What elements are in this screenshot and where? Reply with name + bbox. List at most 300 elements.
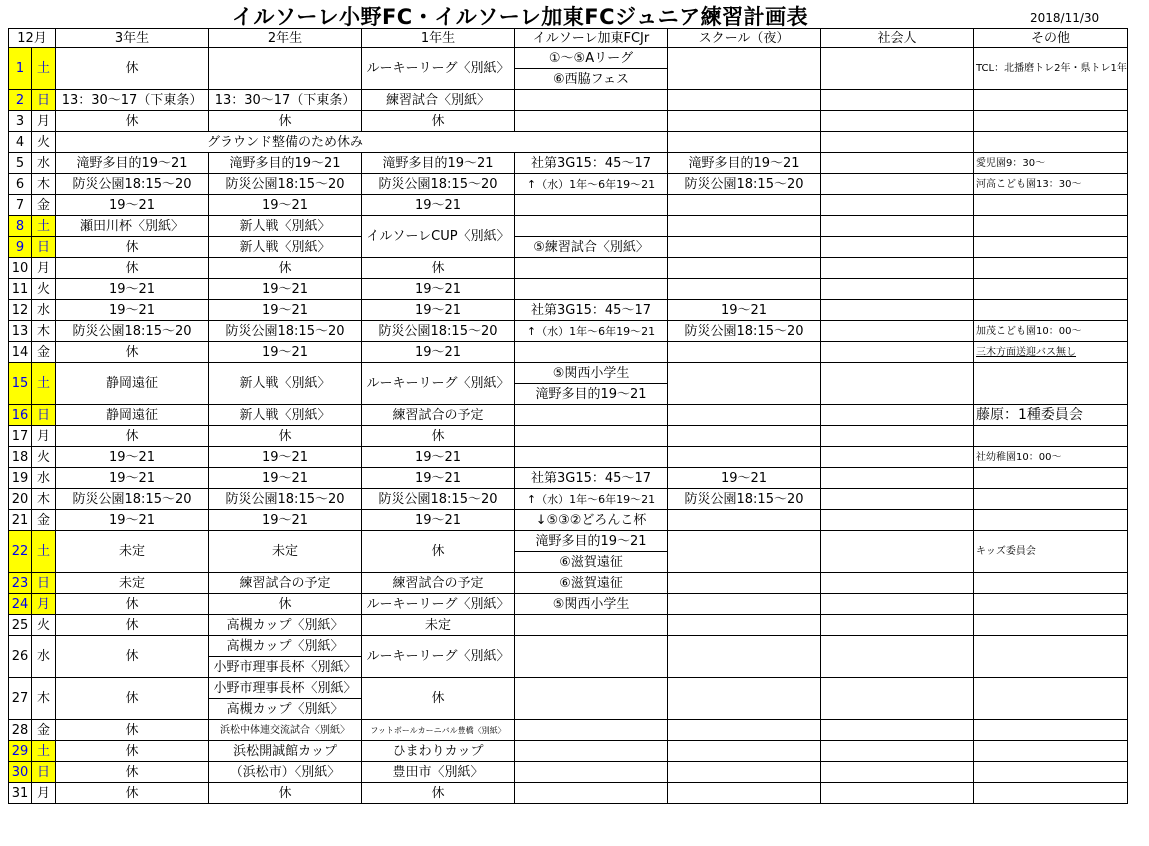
day-number: 11 — [9, 279, 32, 300]
header-row — [9, 29, 1128, 48]
cell-3nen: 19～21 — [56, 195, 209, 216]
cell-kato-jr: ⑥西脇フェス — [515, 69, 668, 90]
weekday: 水 — [32, 636, 56, 678]
cell-3nen: 休 — [56, 615, 209, 636]
weekday: 日 — [32, 90, 56, 111]
cell-3nen: 休 — [56, 426, 209, 447]
table-row — [9, 258, 1128, 279]
cell-kato-jr — [515, 216, 668, 237]
cell-kato-jr — [515, 258, 668, 279]
table-row — [9, 468, 1128, 489]
cell-school — [668, 132, 821, 153]
cell-1nen: ルーキーリーグ〈別紙〉 — [362, 363, 515, 405]
cell-2nen: 19～21 — [209, 300, 362, 321]
cell-kato-jr — [515, 447, 668, 468]
weekday: 土 — [32, 363, 56, 405]
weekday: 火 — [32, 132, 56, 153]
cell-shakaijin — [821, 195, 974, 216]
cell-school — [668, 636, 821, 678]
cell-kato-jr — [515, 720, 668, 741]
cell-1nen: 防災公園18:15～20 — [362, 489, 515, 510]
cell-school — [668, 90, 821, 111]
weekday: 土 — [32, 531, 56, 573]
table-row — [9, 573, 1128, 594]
cell-kato-jr — [515, 195, 668, 216]
cell-2nen: 13：30～17（下東条） — [209, 90, 362, 111]
cell-shakaijin — [821, 447, 974, 468]
cell-2nen: 滝野多目的19～21 — [209, 153, 362, 174]
cell-shakaijin — [821, 531, 974, 573]
day-number: 25 — [9, 615, 32, 636]
day-number: 13 — [9, 321, 32, 342]
day-number: 20 — [9, 489, 32, 510]
cell-2nen: 休 — [209, 426, 362, 447]
cell-3nen: 休 — [56, 111, 209, 132]
cell-1nen: 19～21 — [362, 468, 515, 489]
cell-kato-jr: ⑥滋賀遠征 — [515, 552, 668, 573]
cell-1nen: ひまわりカップ — [362, 741, 515, 762]
weekday: 金 — [32, 195, 56, 216]
day-number: 5 — [9, 153, 32, 174]
weekday: 木 — [32, 321, 56, 342]
weekday: 木 — [32, 489, 56, 510]
cell-kato-jr: ⑥滋賀遠征 — [515, 573, 668, 594]
cell-kato-jr: ↑（水）1年～6年19～21 — [515, 489, 668, 510]
cell-kato-jr — [515, 615, 668, 636]
table-row — [9, 594, 1128, 615]
cell-shakaijin — [821, 258, 974, 279]
cell-school — [668, 195, 821, 216]
cell-shakaijin — [821, 762, 974, 783]
cell-2nen: 小野市理事長杯〈別紙〉 — [209, 678, 362, 699]
day-number: 3 — [9, 111, 32, 132]
cell-other: 愛児園9：30～ — [974, 153, 1128, 174]
cell-other — [974, 720, 1128, 741]
cell-1nen: ルーキーリーグ〈別紙〉 — [362, 594, 515, 615]
table-row — [9, 489, 1128, 510]
weekday: 水 — [32, 300, 56, 321]
cell-shakaijin — [821, 720, 974, 741]
table-row — [9, 111, 1128, 132]
cell-school — [668, 783, 821, 804]
cell-shakaijin — [821, 174, 974, 195]
cell-shakaijin — [821, 426, 974, 447]
cell-other — [974, 237, 1128, 258]
cell-1nen: ルーキーリーグ〈別紙〉 — [362, 48, 515, 90]
cell-3nen: 瀬田川杯〈別紙〉 — [56, 216, 209, 237]
day-number: 17 — [9, 426, 32, 447]
col-header-shakaijin: 社会人 — [821, 29, 974, 48]
cell-kato-jr: ↓⑤③②どろんこ杯 — [515, 510, 668, 531]
day-number: 7 — [9, 195, 32, 216]
cell-1nen: 19～21 — [362, 447, 515, 468]
cell-1nen: 滝野多目的19～21 — [362, 153, 515, 174]
cell-2nen: 高槻カップ〈別紙〉 — [209, 615, 362, 636]
table-row — [9, 321, 1128, 342]
cell-1nen: 19～21 — [362, 510, 515, 531]
col-header-3nen: 3年生 — [56, 29, 209, 48]
cell-shakaijin — [821, 594, 974, 615]
cell-school — [668, 573, 821, 594]
cell-1nen: 豊田市〈別紙〉 — [362, 762, 515, 783]
cell-shakaijin — [821, 678, 974, 720]
cell-3nen: 静岡遠征 — [56, 363, 209, 405]
cell-other — [974, 90, 1128, 111]
cell-2nen — [209, 48, 362, 90]
table-row — [9, 132, 1128, 153]
day-number: 9 — [9, 237, 32, 258]
cell-school — [668, 594, 821, 615]
weekday: 日 — [32, 237, 56, 258]
cell-1nen: ルーキーリーグ〈別紙〉 — [362, 636, 515, 678]
cell-1nen: 休 — [362, 426, 515, 447]
cell-school: 19～21 — [668, 300, 821, 321]
table-row — [9, 426, 1128, 447]
cell-kato-jr: 滝野多目的19～21 — [515, 384, 668, 405]
cell-3nen: 滝野多目的19～21 — [56, 153, 209, 174]
cell-kato-jr: 社第3G15：45～17 — [515, 300, 668, 321]
cell-1nen: イルソーレCUP〈別紙〉 — [362, 216, 515, 258]
cell-3nen: 休 — [56, 636, 209, 678]
cell-2nen: 小野市理事長杯〈別紙〉 — [209, 657, 362, 678]
table-row — [9, 90, 1128, 111]
cell-kato-jr: ↑（水）1年～6年19～21 — [515, 174, 668, 195]
cell-3nen: 静岡遠征 — [56, 405, 209, 426]
cell-1nen: 休 — [362, 531, 515, 573]
cell-1nen: 19～21 — [362, 279, 515, 300]
cell-kato-jr: ⑤練習試合〈別紙〉 — [515, 237, 668, 258]
cell-other — [974, 258, 1128, 279]
weekday: 月 — [32, 258, 56, 279]
weekday: 木 — [32, 174, 56, 195]
cell-kato-jr — [515, 405, 668, 426]
cell-other — [974, 279, 1128, 300]
cell-3nen: 休 — [56, 342, 209, 363]
cell-2nen: 防災公園18:15～20 — [209, 321, 362, 342]
cell-2nen: 新人戦〈別紙〉 — [209, 216, 362, 237]
cell-3nen: 休 — [56, 237, 209, 258]
cell-kato-jr: 社第3G15：45～17 — [515, 153, 668, 174]
cell-1nen: 練習試合の予定 — [362, 573, 515, 594]
day-number: 15 — [9, 363, 32, 405]
weekday: 日 — [32, 762, 56, 783]
cell-other — [974, 132, 1128, 153]
cell-other — [974, 468, 1128, 489]
cell-2nen: 19～21 — [209, 468, 362, 489]
cell-2nen: 防災公園18:15～20 — [209, 489, 362, 510]
cell-2nen: 浜松中体連交流試合〈別紙〉 — [209, 720, 362, 741]
cell-shakaijin — [821, 132, 974, 153]
table-row — [9, 762, 1128, 783]
weekday: 月 — [32, 111, 56, 132]
table-row — [9, 216, 1128, 237]
col-header-2nen: 2年生 — [209, 29, 362, 48]
table-row — [9, 783, 1128, 804]
cell-3nen: 19～21 — [56, 279, 209, 300]
cell-kato-jr: ⑤関西小学生 — [515, 363, 668, 384]
cell-shakaijin — [821, 111, 974, 132]
cell-1nen: フットボールカーニバル豊橋〈別紙〉 — [362, 720, 515, 741]
table-row — [9, 531, 1128, 552]
weekday: 金 — [32, 342, 56, 363]
cell-school — [668, 741, 821, 762]
cell-kato-jr — [515, 678, 668, 720]
cell-2nen: 19～21 — [209, 195, 362, 216]
cell-2nen: 浜松開誠館カップ — [209, 741, 362, 762]
document-date: 2018/11/30 — [1030, 11, 1100, 25]
day-number: 16 — [9, 405, 32, 426]
weekday: 火 — [32, 447, 56, 468]
cell-shakaijin — [821, 783, 974, 804]
cell-shakaijin — [821, 279, 974, 300]
day-number: 27 — [9, 678, 32, 720]
cell-school: 滝野多目的19～21 — [668, 153, 821, 174]
cell-school: 防災公園18:15～20 — [668, 489, 821, 510]
cell-shakaijin — [821, 363, 974, 405]
month-header: 12月 — [9, 29, 56, 48]
cell-3nen: 休 — [56, 720, 209, 741]
weekday: 土 — [32, 741, 56, 762]
table-row — [9, 447, 1128, 468]
cell-2nen: 19～21 — [209, 342, 362, 363]
cell-kato-jr — [515, 111, 668, 132]
cell-3nen: 未定 — [56, 573, 209, 594]
table-row — [9, 678, 1128, 699]
weekday: 火 — [32, 279, 56, 300]
day-number: 19 — [9, 468, 32, 489]
cell-3nen: 休 — [56, 741, 209, 762]
cell-1nen: 19～21 — [362, 300, 515, 321]
cell-shakaijin — [821, 153, 974, 174]
day-number: 29 — [9, 741, 32, 762]
weekday: 木 — [32, 678, 56, 720]
cell-2nen: 高槻カップ〈別紙〉 — [209, 636, 362, 657]
cell-2nen: 休 — [209, 783, 362, 804]
day-number: 22 — [9, 531, 32, 573]
cell-3nen: 19～21 — [56, 468, 209, 489]
cell-other — [974, 363, 1128, 405]
weekday: 金 — [32, 720, 56, 741]
cell-3nen: 19～21 — [56, 300, 209, 321]
cell-1nen: 休 — [362, 783, 515, 804]
cell-school — [668, 363, 821, 405]
cell-3nen: 19～21 — [56, 510, 209, 531]
cell-other: 三木方面送迎バス無し — [974, 342, 1128, 363]
cell-other — [974, 426, 1128, 447]
cell-school — [668, 48, 821, 90]
day-number: 18 — [9, 447, 32, 468]
cell-2nen: 休 — [209, 258, 362, 279]
cell-school — [668, 510, 821, 531]
cell-2nen: 新人戦〈別紙〉 — [209, 237, 362, 258]
day-number: 8 — [9, 216, 32, 237]
cell-school: 19～21 — [668, 468, 821, 489]
cell-1nen: 休 — [362, 258, 515, 279]
cell-2nen: 19～21 — [209, 510, 362, 531]
day-number: 28 — [9, 720, 32, 741]
cell-1nen: 19～21 — [362, 342, 515, 363]
day-number: 6 — [9, 174, 32, 195]
table-row — [9, 174, 1128, 195]
cell-3nen: 13：30～17（下東条） — [56, 90, 209, 111]
cell-2nen: 19～21 — [209, 447, 362, 468]
cell-school — [668, 342, 821, 363]
table-row — [9, 363, 1128, 384]
cell-other — [974, 762, 1128, 783]
cell-school — [668, 426, 821, 447]
cell-school — [668, 405, 821, 426]
cell-1nen: 休 — [362, 111, 515, 132]
cell-school — [668, 237, 821, 258]
cell-2nen: 防災公園18:15～20 — [209, 174, 362, 195]
cell-3nen: 休 — [56, 678, 209, 720]
day-number: 24 — [9, 594, 32, 615]
cell-shakaijin — [821, 573, 974, 594]
cell-3nen: 休 — [56, 783, 209, 804]
cell-other: TCL：北播磨トレ2年・県トレ1年 — [974, 48, 1128, 90]
cell-kato-jr: ①～⑤Aリーグ — [515, 48, 668, 69]
cell-2nen: 休 — [209, 111, 362, 132]
cell-other — [974, 216, 1128, 237]
cell-3nen: 19～21 — [56, 447, 209, 468]
day-number: 31 — [9, 783, 32, 804]
weekday: 日 — [32, 573, 56, 594]
cell-school: 防災公園18:15～20 — [668, 174, 821, 195]
cell-school: 防災公園18:15～20 — [668, 321, 821, 342]
cell-kato-jr: ↑（水）1年～6年19～21 — [515, 321, 668, 342]
page-title: イルソーレ小野FC・イルソーレ加東FCジュニア練習計画表 — [231, 5, 809, 29]
cell-other: 藤原：1種委員会 — [974, 405, 1128, 426]
cell-other — [974, 594, 1128, 615]
cell-kato-jr: 社第3G15：45～17 — [515, 468, 668, 489]
cell-2nen: 未定 — [209, 531, 362, 573]
cell-3nen: 未定 — [56, 531, 209, 573]
day-number: 23 — [9, 573, 32, 594]
cell-shakaijin — [821, 300, 974, 321]
cell-kato-jr — [515, 741, 668, 762]
cell-shakaijin — [821, 468, 974, 489]
cell-kato-jr: ⑤関西小学生 — [515, 594, 668, 615]
cell-kato-jr — [515, 90, 668, 111]
table-row — [9, 636, 1128, 657]
cell-school — [668, 216, 821, 237]
cell-shakaijin — [821, 510, 974, 531]
cell-1nen: 練習試合の予定 — [362, 405, 515, 426]
day-number: 10 — [9, 258, 32, 279]
table-row — [9, 615, 1128, 636]
weekday: 月 — [32, 594, 56, 615]
col-header-1nen: 1年生 — [362, 29, 515, 48]
cell-shakaijin — [821, 489, 974, 510]
day-number: 14 — [9, 342, 32, 363]
cell-3nen: 防災公園18:15～20 — [56, 321, 209, 342]
cell-school — [668, 111, 821, 132]
table-row — [9, 741, 1128, 762]
cell-school — [668, 615, 821, 636]
cell-school — [668, 762, 821, 783]
cell-1nen: 防災公園18:15～20 — [362, 174, 515, 195]
cell-2nen: 練習試合の予定 — [209, 573, 362, 594]
cell-school — [668, 258, 821, 279]
cell-kato-jr — [515, 342, 668, 363]
day-number: 1 — [9, 48, 32, 90]
weekday: 月 — [32, 426, 56, 447]
cell-kato-jr — [515, 783, 668, 804]
cell-other — [974, 195, 1128, 216]
day-number: 21 — [9, 510, 32, 531]
weekday: 日 — [32, 405, 56, 426]
cell-school — [668, 678, 821, 720]
table-row — [9, 279, 1128, 300]
cell-2nen: （浜松市）〈別紙〉 — [209, 762, 362, 783]
table-row — [9, 195, 1128, 216]
cell-kato-jr — [515, 762, 668, 783]
cell-2nen: 新人戦〈別紙〉 — [209, 363, 362, 405]
table-row — [9, 405, 1128, 426]
table-row — [9, 300, 1128, 321]
day-number: 2 — [9, 90, 32, 111]
cell-2nen: 休 — [209, 594, 362, 615]
cell-1nen: 未定 — [362, 615, 515, 636]
weekday: 土 — [32, 48, 56, 90]
cell-other — [974, 573, 1128, 594]
cell-other — [974, 741, 1128, 762]
cell-other — [974, 678, 1128, 720]
col-header-other: その他 — [974, 29, 1128, 48]
cell-all-grades: グラウンド整備のため休み — [56, 132, 515, 153]
cell-kato-jr — [515, 636, 668, 678]
weekday: 土 — [32, 216, 56, 237]
col-header-kato-jr: イルソーレ加東FCJr — [515, 29, 668, 48]
cell-shakaijin — [821, 321, 974, 342]
weekday: 水 — [32, 468, 56, 489]
cell-3nen: 休 — [56, 48, 209, 90]
cell-other — [974, 510, 1128, 531]
cell-other: 河高こども園13：30～ — [974, 174, 1128, 195]
cell-1nen: 練習試合〈別紙〉 — [362, 90, 515, 111]
cell-other — [974, 111, 1128, 132]
cell-2nen: 新人戦〈別紙〉 — [209, 405, 362, 426]
day-number: 30 — [9, 762, 32, 783]
day-number: 4 — [9, 132, 32, 153]
cell-shakaijin — [821, 237, 974, 258]
cell-shakaijin — [821, 741, 974, 762]
weekday: 水 — [32, 153, 56, 174]
cell-shakaijin — [821, 636, 974, 678]
cell-other — [974, 783, 1128, 804]
cell-other: キッズ委員会 — [974, 531, 1128, 573]
cell-kato-jr — [515, 279, 668, 300]
table-row — [9, 48, 1128, 69]
cell-kato-jr — [515, 132, 668, 153]
cell-kato-jr: 滝野多目的19～21 — [515, 531, 668, 552]
day-number: 12 — [9, 300, 32, 321]
table-row — [9, 153, 1128, 174]
cell-2nen: 高槻カップ〈別紙〉 — [209, 699, 362, 720]
cell-3nen: 休 — [56, 594, 209, 615]
cell-school — [668, 279, 821, 300]
table-row — [9, 237, 1128, 258]
cell-kato-jr — [515, 426, 668, 447]
cell-1nen: 防災公園18:15～20 — [362, 321, 515, 342]
cell-shakaijin — [821, 48, 974, 90]
table-row — [9, 342, 1128, 363]
cell-1nen: 19～21 — [362, 195, 515, 216]
cell-shakaijin — [821, 342, 974, 363]
cell-3nen: 休 — [56, 762, 209, 783]
weekday: 月 — [32, 783, 56, 804]
cell-other — [974, 300, 1128, 321]
